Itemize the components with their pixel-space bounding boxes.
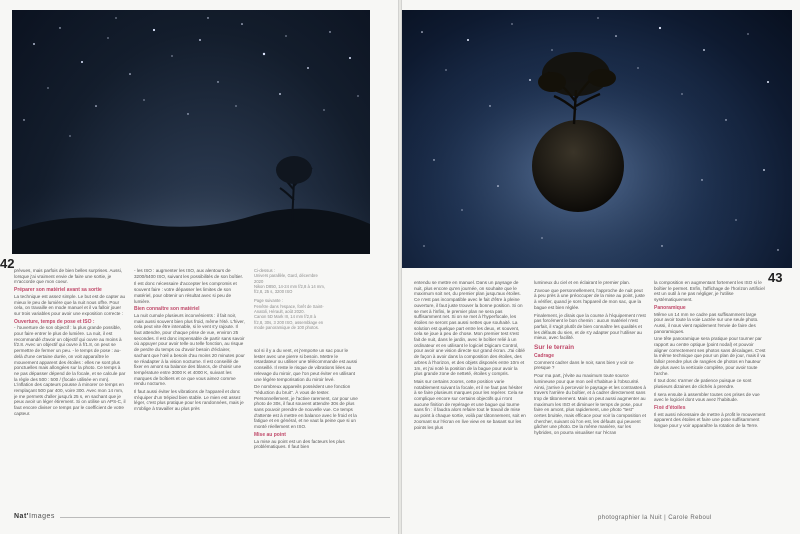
caption-line: Ci-dessus : <box>254 268 275 273</box>
paragraph: entendu se mettre en manuel. Dans un paysage de nuit, plus encore qu'en journée, on souhaite que le maximum soit net, du premier plan jusqu'aux étoiles. Ce n'est pas incompatible avec le fait d'être à pleine ouverture, il faut juste trouver la bonne position. Si on se met à l'infini, le premier plan ne sera pas suffisamment net. Si on se met à l'hyperfocale, les étoiles ne seront pas aussi nettes que souhaité. La solution est quelque part entre les deux, et souvent, cela se joue à peu de chose. Mon premier test s'est fait de nuit, dans le jardin, avec le boîtier relié à un ordinateur et en utilisant le logiciel Digicam Control, pour avoir une vision directe sur grand écran. J'ai ciblé de façon à avoir dans la composition des étoiles, des arbres à l'horizon, et des objets disposés entre 10m et 1m, et j'ai noté la position de la bague pour avoir la plus grande zone de netteté, étoiles y compris. <box>414 280 525 377</box>
paragraph: - l'ouverture de son objectif : la plus grande possible, pour faire entrer le plus de lumière. La nuit, il est recommandé d'avoir un objectif qui ouvre au moins à f/2.8. Avec un objectif qui ouvre à f/1.8, on peut se permettre de fermer un peu. - le temps de pose : au-delà d'une certaine durée, on voit apparaître le mouvement apparent des étoiles : elles ne sont plus ponctuelles mais allongées sur la photo. Ce temps à ne pas dépasser dépend de la focale, et se calcule par la règle des 500 : 500 / (focale utilisée en mm). L'inflation des capteurs pousse à minorer ce temps en remplaçant 500 par 400, voire 300. Avec mon 14 mm, je me permets d'aller jusqu'à 25 s, en sachant que je peux avoir un léger étirement. Si on utilise un APS-C, il faut encore diviser ce temps par le coefficient de votre capteur. <box>14 325 126 416</box>
text-column-6 <box>654 280 766 508</box>
logo-part: Nat' <box>14 513 29 520</box>
caption-line: Univers parallèle, Gard, décembre 2020 <box>254 273 318 284</box>
paragraph: Il est aussi nécessaire de mettre à profit le mouvement apparent des étoiles et faire une pose suffisamment longue pour y voir apparaître la rotation de la Terre. <box>654 411 766 429</box>
footer-rule <box>60 517 390 518</box>
caption-line: Canon 5D Mark III, 14 mm f/2,8 à f/2,8, 30s, 3 200 ISO, assemblage en mode panoramique de 100 photos. <box>254 314 324 330</box>
paragraph: sol si il y a du vent, et j'emporte un sac pour le lester avec une pierre si besoin. Mettre le retardateur ou utiliser une télécommande est aussi conseillé. Il reste le risque de vibrations liées au relevage du miroir, que l'on peut éviter en utilisant une légère temporisation du miroir levé. <box>254 348 358 382</box>
paragraph: La mise au point est un des facteurs les plus problématiques. Il faut bien <box>254 438 345 450</box>
running-footer: photographier la Nuit | Carole Reboul <box>598 515 712 521</box>
section-heading: Fixé d'étoiles <box>654 405 686 412</box>
text-column-3 <box>254 348 358 508</box>
text-column-5 <box>534 280 646 508</box>
section-heading: Panoramique <box>654 304 686 311</box>
tiny-planet-illustration <box>402 10 792 268</box>
paragraph: Une tête panoramique sera pratique pour tourner par rapport au centre optique (point nodal) et pouvoir aligner correctement ses photos sans décalages. C'est la même technique que pour un plan de jour, mais il va falloir prendre plus de rangées de photos en hauteur de plus avec la verticale complète, pour avoir toute l'arche. <box>654 336 766 376</box>
paragraph: Pour ma part, j'évite au maximum toute source lumineuse pour que mon oeil s'habitue à l'obscurité. Ainsi, j'arrive à percevoir le paysage et les contrastes à travers l'arrière du boîtier, et à cadrer directement sans trop de tâtonnement. Mais on peut aussi augmenter au maximum les ISO et diminuer le temps de pose, pour faire en amont, plus rapidement, une photo "test" certes bruitée, mais efficace pour voir la composition et chercher, suivant où l'on est, les défauts qui peuvent gâcher une photo. De la même manière, sur les hybrides, on pourra visualiser sur l'écran <box>534 373 646 436</box>
paragraph: Il faut aussi éviter les vibrations de l'appareil et donc s'équiper d'un trépied bien stable. Le mien est assez léger, c'est plus pratique pour les randonnées, mais je m'oblige à travailler au plus près <box>134 389 244 412</box>
text-column-4 <box>414 280 526 508</box>
paragraph: - les ISO : augmenter les ISO, aux alentours de 3200/6400 ISO, suivant les possibilités de son boîtier. <box>134 268 244 279</box>
paragraph: Il sera ensuite à assembler toutes ces prises de vue avec le logiciel dont vous avez l'habitude. <box>654 391 760 403</box>
tiny-planet-photo <box>402 10 792 268</box>
photo-caption <box>254 268 326 330</box>
paragraph: De nombreux appareils possèdent une fonction "réduction du bruit". À vous de tester. Personnellement, je l'active rarement, car pour une photo de 30s, il faut souvent attendre 30s de plus sans pouvoir prendre de nouvelle vue. Ce temps d'attente est à mettre en balance avec le froid et la fatigue et en général, et ne vaut la peine que si un monté réellement en ISO. <box>254 384 358 430</box>
text-column-1 <box>14 268 126 508</box>
paragraph: La technique est assez simple. Le but est de capter au mieux le peu de lumière que la nuit nous offre. Pour cela, on travaille en mode manuel et il va falloir jouer sur trois variables pour avoir une exposition correcte : <box>14 293 126 316</box>
paragraph: lumineux du ciel et en éclairant le premier plan. <box>534 280 631 285</box>
section-heading: Préparer son matériel avant sa sortie <box>14 287 102 294</box>
caption-line: Page suivante : <box>254 298 283 304</box>
paragraph: Même un 14 mm ne cadre pas suffisamment large pour avoir toute la voie Lactée sur une seule photo. Aussi, il nous vient rapidement l'envie de faire des panoramiques. <box>654 311 759 334</box>
paragraph: La nuit cumule plusieurs inconvénients : il fait noir, mais aussi souvent bien plus froid, même l'été. L'hiver, cela peut vite être intenable, si le vent s'y rajoute. Il faut attendre, pour chaque prise de vue, environ 25 secondes. Il est donc impensable de partir sans savoir où appuyer pour avoir telle ou telle fonction, au risque de perdre du temps ou d'avoir besoin d'éclairer, sachant que l'œil a besoin d'au moins 20 minutes pour se réadapter à la vision nocturne. Il est conseillé de fixer en amont sa balance des blancs, de choisir une température entre 3000 K et 4000 K, suivant les marques de boîtiers et ce que vous aimez comme rendu nocturne. <box>134 312 245 387</box>
logo-part: Images <box>28 513 55 520</box>
text-column-2 <box>134 268 246 508</box>
starry-sky-tree-illustration <box>12 10 370 254</box>
caption-line: Fenêtre dans l'espace, forêt de Saint-Anatoli, Hérault, août 2020. <box>254 303 324 315</box>
page-number-right: 43 <box>768 270 783 285</box>
section-heading: Mise au point <box>254 431 286 438</box>
paragraph: Il est donc nécessaire d'accepter les compromis et souvent faire : votre dépasser les limites de son matériel, pour obtenir un résultat avec si peu de lumière. <box>134 281 237 304</box>
section-heading: Ouverture, temps de pose et ISO : <box>14 318 95 325</box>
left-page <box>0 0 398 534</box>
paragraph: prévues, mais parfois de bien belles surprises. Aussi, lorsque j'ai vraiment envie de faire une sortie, je m'accorde que mon coeur. <box>14 268 123 285</box>
paragraph: Mais sur certains zooms, cette position varie notablement suivant la focale, et il ne faut pas hésiter à se faire plusieurs marques pour les repérer. Cela se complique encore sur certains objectifs qui n'ont aucune finition de repérage et une bague qui tourne sans fin : il faudra alors refaire tout le travail de mise au point à chaque sortie, voilà par tâtonnement, soit en zoomant sur l'écran en live view en se basant sur les points les plus <box>414 378 526 430</box>
section-title: Sur le terrain <box>534 344 575 352</box>
paragraph: la composition en augmentant fortement les ISO si le boîtier le permet. Enfin, l'affichage de l'horizon artificiel est un outil à ne pas négliger, je l'utilise systématiquement. <box>654 280 765 303</box>
paragraph: Finalement, je dirais que la course à l'équipement n'est pas forcément le bon chemin : aucun matériel n'est parfait, il s'agit plutôt de bien connaître les qualités et les défauts du sien, et de s'y adapter pour l'utiliser au mieux, avec facilité. <box>534 312 646 341</box>
paragraph: Comment cadrer dans le noir, sans bien y voir ce presque ? <box>534 359 634 371</box>
section-heading: Cadrage <box>534 353 555 360</box>
paragraph: Il tout donc s'armer de patience puisque ce sont plusieurs dizaines de clichés à prendre. <box>654 378 752 389</box>
magazine-logo <box>14 513 55 520</box>
paragraph: J'avoue que personnellement, l'approche de nuit peut à peu près à une préoccuper de la mise au point, juste à vérifier, quand je sors l'appareil de mon sac, que la bague est bien réglée. <box>534 287 645 310</box>
section-heading: Bien connaître son matériel <box>134 306 200 313</box>
caption-line: Nikon D850, 14-24 mm f/2,8 à 14 mm, f/2,8, 25 s, 3200 ISO <box>254 283 325 295</box>
page-number-left: 42 <box>0 256 15 271</box>
night-landscape-photo <box>12 10 370 254</box>
